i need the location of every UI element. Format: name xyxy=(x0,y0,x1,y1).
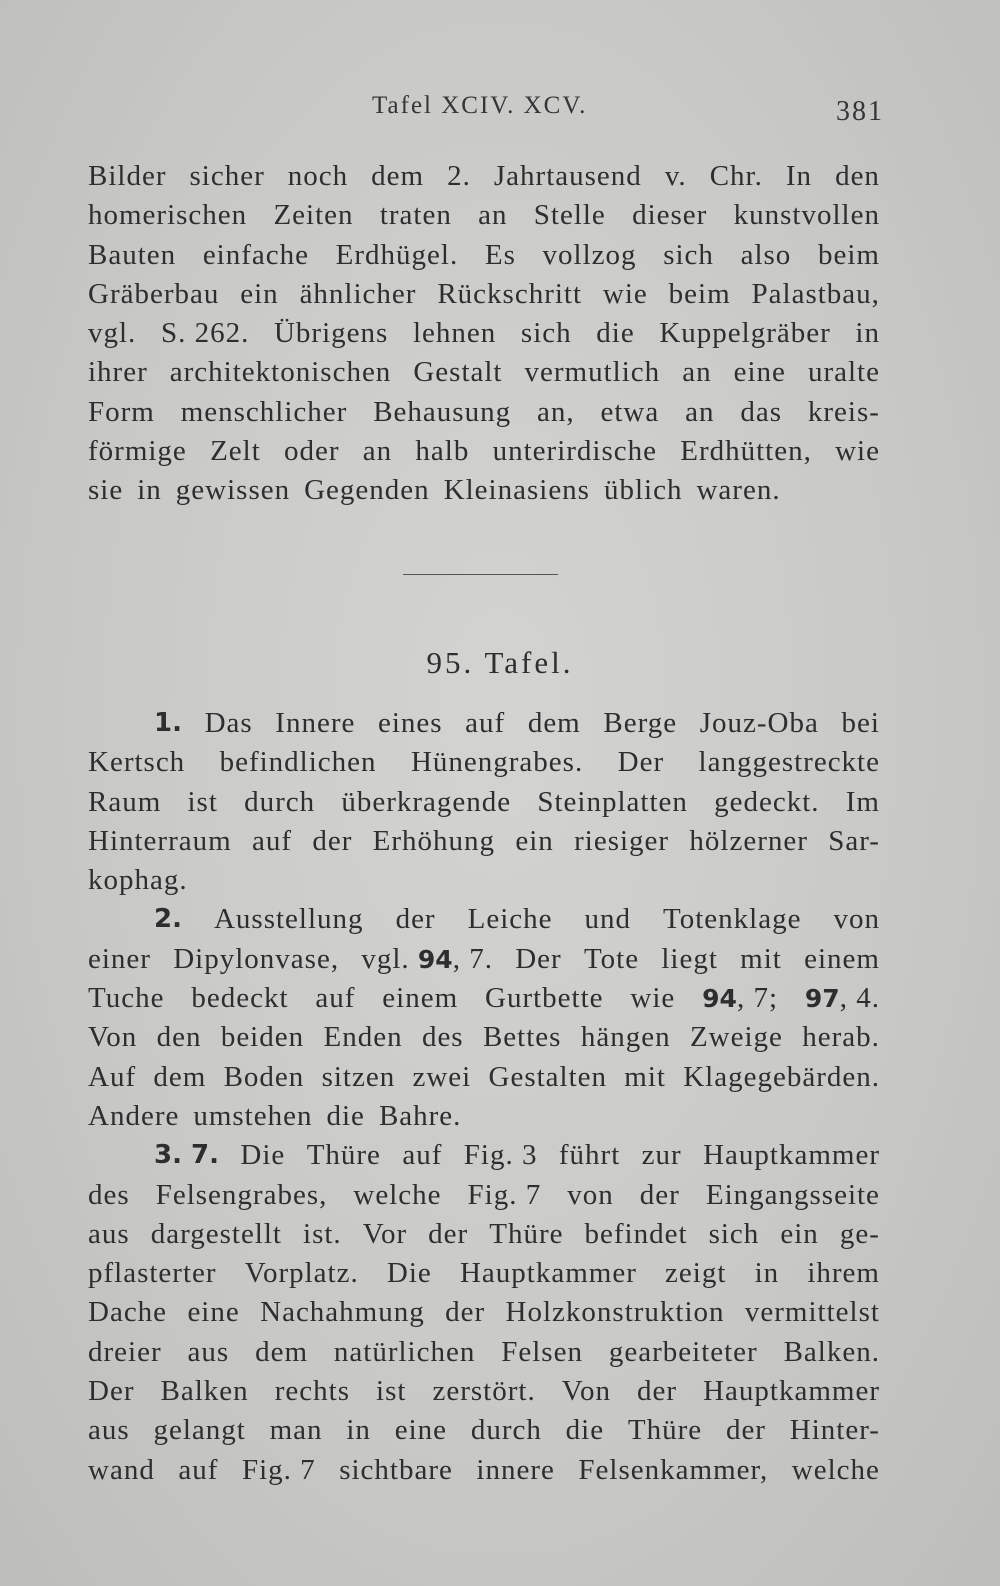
word: eine xyxy=(187,1296,240,1329)
word: und xyxy=(584,903,632,936)
word: der xyxy=(637,1375,678,1408)
word: Zelt xyxy=(210,435,261,468)
text-line xyxy=(88,1254,880,1293)
word: Die xyxy=(386,1257,432,1290)
word: gewissen xyxy=(175,474,291,507)
item-number: 1. xyxy=(154,708,182,738)
word: Thüre xyxy=(489,1217,564,1250)
item-3-first-line xyxy=(88,1136,880,1175)
word: an xyxy=(685,395,715,428)
word: wie xyxy=(630,982,676,1015)
word: Von xyxy=(561,1375,611,1408)
word: Der xyxy=(515,942,562,975)
running-head: Tafel XCIV. XCV. xyxy=(372,92,588,119)
word: menschlicher xyxy=(180,395,348,428)
word: Form xyxy=(88,395,155,428)
word: ist. xyxy=(303,1217,342,1250)
word: Von xyxy=(88,1021,138,1054)
text-line xyxy=(88,1058,880,1097)
word: die xyxy=(565,1414,605,1447)
word: Jahrtausend xyxy=(493,160,642,192)
word: mit xyxy=(740,942,782,975)
word: an xyxy=(478,199,508,232)
word: Jouz-Oba xyxy=(699,707,819,739)
word: an, xyxy=(536,395,575,428)
word: auf xyxy=(465,707,506,739)
word: hängen xyxy=(580,1021,671,1054)
word: Palastbau, xyxy=(751,277,880,310)
word: sich xyxy=(663,238,714,271)
word: an xyxy=(362,435,393,468)
word: rechts xyxy=(274,1375,350,1408)
plate-reference: 94 xyxy=(417,944,453,974)
word: üblich xyxy=(603,474,683,507)
word: Bilder xyxy=(88,160,167,192)
word: oder xyxy=(284,435,340,468)
word: etwa xyxy=(600,395,660,428)
text-line xyxy=(88,1215,880,1254)
word: Hauptkammer xyxy=(459,1257,637,1290)
word: Gestalt xyxy=(413,356,503,389)
word: , 7; xyxy=(736,982,779,1015)
intro-paragraph xyxy=(88,157,880,511)
word: Ausstellung xyxy=(213,903,364,936)
word: pflasterter xyxy=(88,1257,217,1290)
word: führt xyxy=(558,1139,621,1172)
text-line xyxy=(88,1018,880,1057)
word: Bahre. xyxy=(378,1099,462,1132)
word: der xyxy=(312,824,353,857)
text-line xyxy=(88,743,880,782)
word: einem xyxy=(382,982,459,1015)
word: Andere xyxy=(88,1099,180,1132)
word: Hinterraum xyxy=(88,824,232,857)
word: Bettes xyxy=(482,1021,562,1054)
word: riesiger xyxy=(574,824,670,857)
word: eines xyxy=(377,707,443,739)
word: in xyxy=(346,1414,371,1447)
text-line xyxy=(88,432,880,471)
word: den xyxy=(835,160,880,192)
word: In xyxy=(785,160,813,192)
word: wie xyxy=(835,435,880,468)
word: Felsengrabes, xyxy=(155,1178,328,1211)
word: dem xyxy=(527,707,581,739)
word: Stelle xyxy=(533,199,606,232)
text-line xyxy=(88,979,880,1018)
word: ist xyxy=(187,785,218,818)
word: welche xyxy=(353,1178,442,1211)
word: Zeiten xyxy=(273,199,354,232)
word: hölzerner xyxy=(689,824,808,857)
word: ihrer xyxy=(88,356,148,389)
word: ähnlicher xyxy=(299,277,417,310)
word: Erdhütten, xyxy=(680,435,812,468)
word: der xyxy=(445,1296,486,1329)
word: herab. xyxy=(802,1021,880,1054)
word: wand xyxy=(88,1453,155,1486)
word: vgl. xyxy=(361,942,410,975)
word: Nachahmung xyxy=(260,1296,425,1329)
word: Steinplatten xyxy=(537,785,688,818)
word: sie xyxy=(88,474,124,507)
word: Chr. xyxy=(709,160,763,192)
word: Berge xyxy=(603,707,678,739)
word: gelangt xyxy=(153,1414,246,1447)
word: zwei xyxy=(412,1060,472,1093)
section-body xyxy=(88,704,880,1490)
word: traten xyxy=(379,199,452,232)
word: Erhöhung xyxy=(372,824,496,857)
word: Gegenden xyxy=(304,474,430,507)
word: v. xyxy=(664,160,687,192)
word: auf xyxy=(178,1453,219,1486)
word: Gestalten xyxy=(488,1060,608,1093)
text-line xyxy=(88,783,880,822)
word: umstehen xyxy=(193,1099,313,1132)
word: zerstört. xyxy=(432,1375,536,1408)
word: Felsen xyxy=(501,1335,583,1368)
word: langgestreckte xyxy=(698,746,880,779)
word: Holzkonstruktion xyxy=(505,1296,725,1329)
word: aus xyxy=(88,1414,130,1447)
word: eine xyxy=(394,1414,448,1447)
word: ihrem xyxy=(807,1257,880,1290)
word: Im xyxy=(845,785,880,818)
word: Sar- xyxy=(828,824,880,857)
word: , 7. xyxy=(452,942,493,975)
word: ein xyxy=(780,1217,819,1250)
word: Vor xyxy=(362,1217,408,1250)
word: S. 262. xyxy=(160,317,250,350)
word: vermutlich xyxy=(524,356,661,389)
page-number: 381 xyxy=(836,96,884,127)
word: Die xyxy=(240,1139,286,1172)
word: kunstvollen xyxy=(733,199,880,232)
page-header xyxy=(0,88,1000,128)
word: noch xyxy=(287,160,349,192)
word: sichtbare xyxy=(339,1453,453,1486)
word: sitzen xyxy=(321,1060,396,1093)
word: Hinter- xyxy=(789,1414,880,1447)
word: zeigt xyxy=(665,1257,727,1290)
word: Fig. 7 xyxy=(241,1453,316,1486)
word: Gräberbau xyxy=(88,277,220,310)
word: Übrigens xyxy=(273,317,389,350)
word: innere xyxy=(476,1453,555,1486)
word: Thüre xyxy=(306,1139,381,1172)
word: ein xyxy=(240,277,279,310)
word: auf xyxy=(402,1139,443,1172)
word: Tote xyxy=(583,942,640,975)
word: Boden xyxy=(223,1060,305,1093)
text-line xyxy=(88,822,880,861)
item-number: 3. 7. xyxy=(154,1140,219,1171)
word: Balken xyxy=(160,1375,249,1408)
word: des xyxy=(421,1021,464,1054)
text-line xyxy=(88,393,880,432)
word: Dache xyxy=(88,1296,168,1329)
word: Hünengrabes. xyxy=(410,746,584,779)
word: die xyxy=(596,317,635,350)
section-divider xyxy=(403,574,558,575)
word: gearbeiteter xyxy=(608,1335,758,1368)
word: kreis- xyxy=(807,395,880,428)
text-line xyxy=(88,157,880,196)
word: architektonischen xyxy=(169,356,392,389)
word: von xyxy=(567,1178,614,1211)
reference xyxy=(361,940,493,979)
text-line xyxy=(88,1411,880,1450)
word: Thüre xyxy=(627,1414,703,1447)
text-line xyxy=(88,275,880,314)
word: Es xyxy=(484,238,516,271)
word: sich xyxy=(708,1217,760,1250)
text-line xyxy=(88,236,880,275)
word: in xyxy=(137,474,162,507)
text-line xyxy=(88,1451,880,1490)
text-line xyxy=(88,940,880,979)
plate-reference: 97 xyxy=(804,984,840,1014)
word: auf xyxy=(251,824,293,857)
word: in xyxy=(754,1257,780,1290)
word: durch xyxy=(470,1414,542,1447)
word: den xyxy=(156,1021,202,1054)
word: Tuche xyxy=(88,982,165,1015)
word: vermittelst xyxy=(744,1296,880,1329)
word: durch xyxy=(244,785,316,818)
text-line xyxy=(88,314,880,353)
word: bedeckt xyxy=(191,982,289,1015)
word: Raum xyxy=(88,785,162,818)
word: Hauptkammer xyxy=(703,1139,880,1172)
word: vollzog xyxy=(542,238,637,271)
word: beim xyxy=(668,277,731,310)
word: einfache xyxy=(202,238,310,271)
word: waren. xyxy=(696,474,781,507)
word: einer xyxy=(88,942,151,975)
item-number: 2. xyxy=(154,904,182,935)
word: Fig. 7 xyxy=(467,1178,542,1211)
word: der xyxy=(428,1217,469,1250)
word: Enden xyxy=(323,1021,403,1054)
word: vgl. xyxy=(88,317,137,350)
word: befindlichen xyxy=(219,746,377,779)
text-line xyxy=(88,353,880,392)
word: sich xyxy=(520,317,572,350)
word: Rückschritt xyxy=(437,277,583,310)
word: an xyxy=(682,356,712,389)
word: lehnen xyxy=(412,317,497,350)
word: , 4. xyxy=(839,982,880,1015)
word: der xyxy=(395,903,436,936)
text-line xyxy=(88,196,880,235)
word: bei xyxy=(841,707,880,739)
word: wie xyxy=(602,277,648,310)
word: das xyxy=(740,395,782,428)
word: dieser xyxy=(632,199,708,232)
word: sicher xyxy=(189,160,265,192)
word: Behausung xyxy=(373,395,512,428)
item-2-first-line xyxy=(88,900,880,939)
item-1-first-line xyxy=(88,704,880,743)
word: Leiche xyxy=(467,903,553,936)
word: Klagegebärden. xyxy=(683,1060,880,1093)
word: Gurtbette xyxy=(485,982,604,1015)
text-line xyxy=(88,1372,880,1411)
word: man xyxy=(269,1414,323,1447)
word: in xyxy=(855,317,880,350)
word: Eingangsseite xyxy=(705,1178,880,1211)
word: von xyxy=(833,903,880,936)
word: Kuppelgräber xyxy=(659,317,831,350)
word: also xyxy=(740,238,792,271)
word: einem xyxy=(804,942,880,975)
word: eine xyxy=(733,356,786,389)
word: dem xyxy=(153,1060,207,1093)
word: beiden xyxy=(220,1021,305,1054)
word: Das xyxy=(204,707,253,739)
word: aus xyxy=(88,1217,130,1250)
word: Hauptkammer xyxy=(703,1375,880,1408)
word: der xyxy=(725,1414,766,1447)
word: Dipylonvase, xyxy=(173,942,340,975)
word: Auf xyxy=(88,1060,137,1093)
word: dreier xyxy=(88,1335,162,1368)
word: befindet xyxy=(584,1217,688,1250)
text-line xyxy=(88,471,880,510)
word: welche xyxy=(791,1453,880,1486)
word: Balken. xyxy=(783,1335,880,1368)
word: beim xyxy=(817,238,880,271)
reference xyxy=(702,979,778,1018)
word: Der xyxy=(88,1375,135,1408)
word: Vorplatz. xyxy=(244,1257,359,1290)
word: ist xyxy=(376,1375,407,1408)
word: auf xyxy=(315,982,356,1015)
word: homerischen xyxy=(88,199,248,232)
word: dem xyxy=(371,160,425,192)
word: die xyxy=(326,1099,365,1132)
word: Kleinasiens xyxy=(443,474,590,507)
word: liegt xyxy=(661,942,718,975)
word: überkragende xyxy=(341,785,512,818)
word: förmige xyxy=(88,435,187,468)
word: Bauten xyxy=(88,238,177,271)
word: Fig. 3 xyxy=(463,1139,538,1172)
word: Zweige xyxy=(689,1021,783,1054)
word: natürlichen xyxy=(333,1335,476,1368)
word: zur xyxy=(641,1139,682,1172)
word: Innere xyxy=(275,707,356,739)
word: ge- xyxy=(839,1217,880,1250)
reference xyxy=(805,979,880,1018)
word: dem xyxy=(255,1335,309,1368)
word: 2. xyxy=(447,160,471,192)
word: mit xyxy=(624,1060,666,1093)
word: unterirdische xyxy=(492,435,657,468)
text-line xyxy=(88,1176,880,1215)
word: des xyxy=(88,1178,130,1211)
word: kophag. xyxy=(88,864,188,897)
word: der xyxy=(639,1178,680,1211)
plate-reference: 94 xyxy=(702,984,737,1014)
text-line xyxy=(88,1333,880,1372)
word: Der xyxy=(617,746,665,779)
word: Kertsch xyxy=(88,746,186,779)
word: aus xyxy=(187,1335,230,1368)
word: halb xyxy=(415,435,470,468)
text-line xyxy=(88,861,880,900)
word: dargestellt xyxy=(150,1217,282,1250)
word: Erdhügel. xyxy=(335,238,459,271)
word: Totenklage xyxy=(663,903,802,936)
word: Felsenkammer, xyxy=(578,1453,769,1486)
word: gedeckt. xyxy=(714,785,820,818)
word: uralte xyxy=(807,356,880,389)
word: ein xyxy=(515,824,554,857)
text-line xyxy=(88,1097,880,1136)
section-heading: 95. Tafel. xyxy=(426,645,574,680)
text-line xyxy=(88,1293,880,1332)
